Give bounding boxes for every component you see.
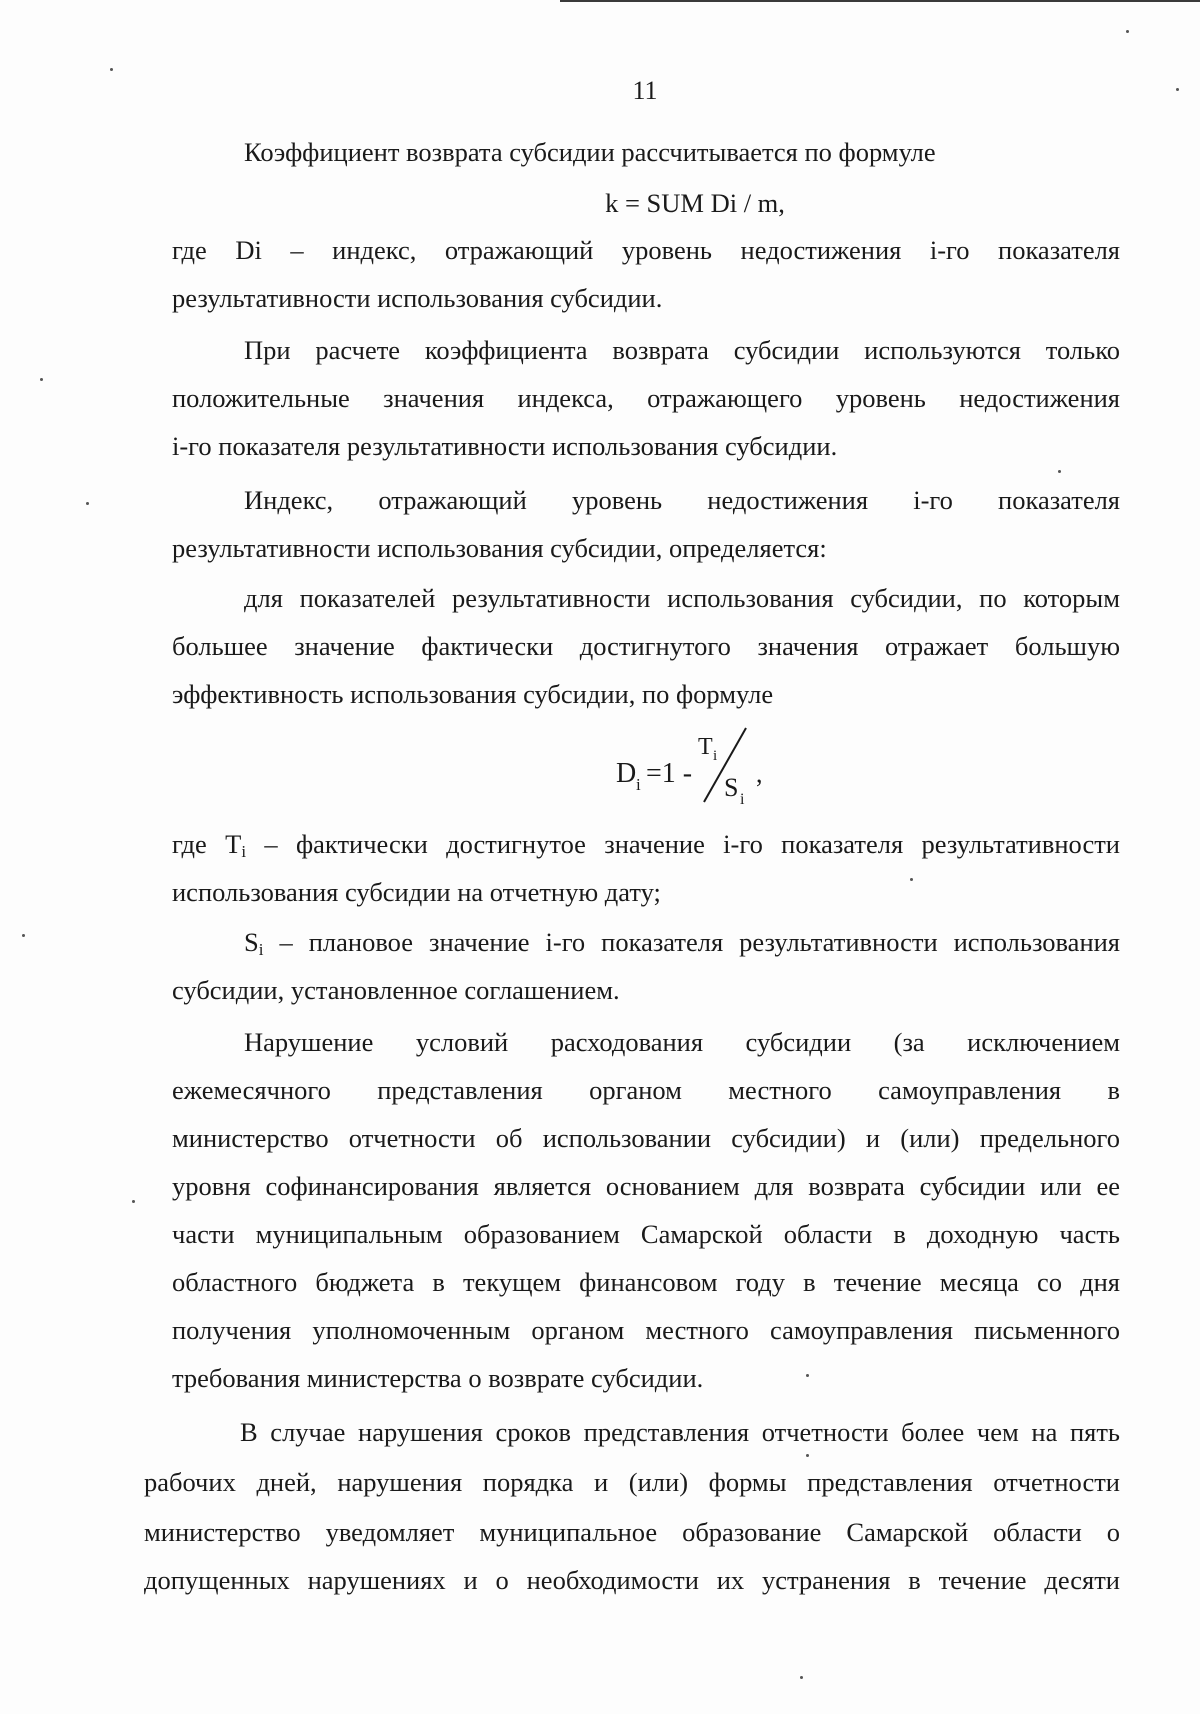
text-line: Коэффициент возврата субсидии рассчитывается по формуле — [244, 137, 936, 167]
formula-d — [612, 720, 812, 812]
text-line: допущенных нарушениях и о необходимости их устранения в течение десяти — [144, 1565, 1120, 1595]
text-line: ежемесячного представления органом местного самоуправления в — [172, 1075, 1120, 1105]
text-line: В случае нарушения сроков представления отчетности более чем на пять — [240, 1417, 1120, 1447]
text-line: субсидии, установленное соглашением. — [172, 975, 620, 1005]
text-fragment: S — [244, 927, 259, 957]
text-line: эффективность использования субсидии, по формуле — [172, 679, 774, 709]
text-line: i-го показателя результативности использования субсидии. — [172, 431, 838, 461]
text-line: результативности использования субсидии, определяется: — [172, 533, 827, 563]
scan-speck — [40, 378, 43, 381]
text-line: министерство уведомляет муниципальное образование Самарской области о — [144, 1517, 1120, 1547]
text-line: рабочих дней, нарушения порядка и (или) формы представления отчетности — [144, 1467, 1120, 1497]
text-line: положительные значения индекса, отражающего уровень недостижения — [172, 383, 1120, 413]
scan-speck — [132, 1200, 135, 1203]
scan-speck — [910, 878, 913, 881]
scan-speck — [110, 68, 113, 71]
text-line: большее значение фактически достигнутого значения отражает большую — [172, 631, 1120, 661]
text-line: министерство отчетности об использовании субсидии) и (или) предельного — [172, 1123, 1120, 1153]
formula-d-lhs: D — [616, 758, 637, 789]
text-line: получения уполномоченным органом местного самоуправления письменного — [172, 1315, 1120, 1345]
text-line: где Di – индекс, отражающий уровень недостижения i-го показателя — [172, 235, 1120, 265]
page-number: 11 — [632, 76, 658, 105]
scan-speck — [22, 934, 25, 937]
scan-speck — [800, 1676, 803, 1679]
text-line: требования министерства о возврате субсидии. — [172, 1363, 704, 1393]
scan-speck — [1176, 88, 1179, 91]
formula-k: k = SUM Di / m, — [605, 188, 785, 218]
formula-d-svg — [612, 720, 812, 812]
text-line: уровня софинансирования является основанием для возврата субсидии или ее — [172, 1171, 1120, 1201]
formula-d-denominator-sub: i — [740, 791, 745, 808]
formula-d-numerator-sub: i — [713, 748, 718, 764]
text-line: результативности использования субсидии. — [172, 283, 663, 313]
text-line: Нарушение условий расходования субсидии (за исключением — [244, 1027, 1120, 1057]
text-fragment: – плановое значение i-го показателя результативности использования — [263, 927, 1120, 957]
text-line — [172, 828, 1120, 868]
text-line: Индекс, отражающий уровень недостижения i-го показателя — [244, 485, 1120, 515]
top-edge-line — [560, 0, 1200, 2]
formula-d-comma: , — [756, 759, 763, 788]
subscript: i — [241, 842, 247, 861]
text-line: части муниципальным образованием Самарской области в доходную часть — [172, 1219, 1120, 1249]
scan-speck — [806, 1454, 809, 1457]
text-fragment: где T — [172, 829, 242, 859]
subscript: i — [258, 940, 264, 959]
formula-d-denominator: S — [724, 773, 739, 802]
text-line — [244, 926, 1120, 966]
formula-d-lhs-sub: i — [636, 775, 641, 794]
formula-d-numerator: T — [698, 734, 713, 760]
formula-d-eq: =1 - — [646, 758, 693, 789]
text-line: областного бюджета в текущем финансовом году в течение месяца со дня — [172, 1267, 1120, 1297]
text-fragment: – фактически достигнутое значение i-го показателя результативности — [246, 829, 1120, 859]
text-line: использования субсидии на отчетную дату; — [172, 877, 661, 907]
scan-speck — [1126, 30, 1129, 33]
scan-speck — [86, 502, 89, 505]
text-line: для показателей результативности использования субсидии, по которым — [244, 583, 1120, 613]
scan-speck — [806, 1374, 809, 1377]
scan-speck — [1058, 470, 1061, 473]
text-line: При расчете коэффициента возврата субсидии используются только — [244, 335, 1120, 365]
